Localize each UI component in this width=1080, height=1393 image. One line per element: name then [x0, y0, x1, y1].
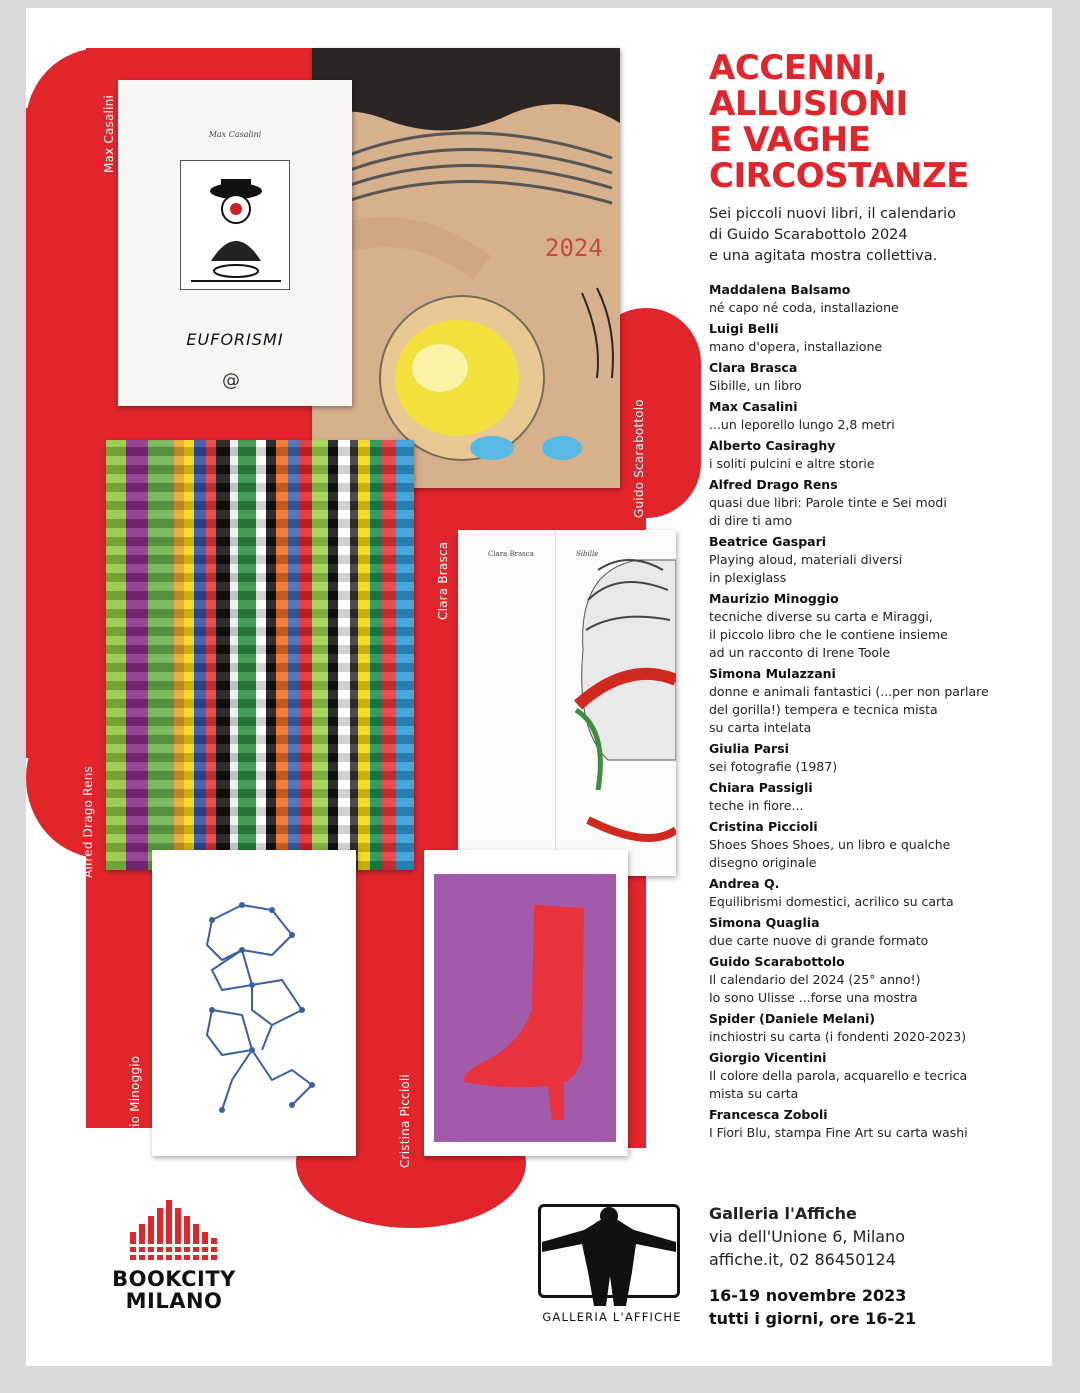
artist-description: né capo né coda, installazione: [709, 300, 899, 315]
piccioli-shoe-artwork: [424, 850, 628, 1156]
artist-name: Francesca Zoboli: [709, 1107, 828, 1122]
poster: [26, 8, 1052, 1366]
artist-name: Cristina Piccioli: [709, 819, 818, 834]
artist-entry: [709, 779, 1029, 815]
gallery-contact: affiche.it, 02 86450124: [709, 1250, 896, 1269]
artist-name: Giulia Parsi: [709, 741, 789, 756]
label-alfred-drago-rens: Alfred Drago Rens: [81, 766, 95, 878]
intro-line: di Guido Scarabottolo 2024: [709, 227, 908, 243]
title-line: CIRCOSTANZE: [709, 156, 969, 196]
artist-entry: [709, 1010, 1029, 1046]
artist-description: due carte nuove di grande formato: [709, 933, 929, 948]
minoggio-drawing: [152, 850, 356, 1156]
label-guido-scarabottolo: Guido Scarabottolo: [632, 399, 646, 518]
artist-entry: [709, 740, 1029, 776]
artist-name: Maddalena Balsamo: [709, 282, 851, 297]
sibille-illustration: [458, 530, 676, 876]
artist-entry: [709, 437, 1029, 473]
artist-entry: [709, 953, 1029, 1007]
label-maurizio-minoggio: Maurizio Minoggio: [128, 1055, 142, 1168]
artist-description: sei fotografie (1987): [709, 759, 838, 774]
artist-entry: [709, 914, 1029, 950]
snail-icon: @: [222, 370, 240, 391]
event-dates: [709, 1284, 916, 1330]
label-clara-brasca: Clara Brasca: [436, 541, 450, 620]
artist-description: disegno originale: [709, 855, 817, 870]
artist-description: mano d'opera, installazione: [709, 339, 883, 354]
artist-description: donne e animali fantastici (...per non parlare: [709, 684, 989, 699]
logo-caption: GALLERIA L'AFFICHE: [542, 1310, 682, 1324]
artist-entry: [709, 533, 1029, 587]
sibille-cover: [458, 530, 676, 876]
intro-line: e una agitata mostra collettiva.: [709, 248, 938, 264]
artist-list: [709, 281, 1029, 1145]
calendar-artwork: [312, 48, 620, 488]
title-line: ALLUSIONI: [709, 84, 908, 124]
artist-description: Il calendario del 2024 (25° anno!): [709, 972, 921, 987]
bookcity-line2: MILANO: [125, 1289, 223, 1313]
artist-name: Giorgio Vicentini: [709, 1050, 827, 1065]
intro-text: [709, 204, 1029, 267]
artist-entry: [709, 398, 1029, 434]
bookcity-logo: [104, 1198, 244, 1312]
artist-entry: [709, 1049, 1029, 1103]
artist-description: I Fiori Blu, stampa Fine Art su carta washi: [709, 1125, 968, 1140]
bookcity-line1: BOOKCITY: [112, 1267, 236, 1291]
artist-name: Andrea Q.: [709, 876, 780, 891]
artist-entry: [709, 875, 1029, 911]
artist-description: teche in fiore...: [709, 798, 804, 813]
gallery-info: [709, 1202, 905, 1271]
euforismi-illustration: [180, 160, 290, 290]
artist-name: Simona Mulazzani: [709, 666, 836, 681]
artist-name: Maurizio Minoggio: [709, 591, 839, 606]
euforismi-author: Max Casalini: [208, 130, 262, 139]
artist-name: Clara Brasca: [709, 360, 798, 375]
artist-description: Shoes Shoes Shoes, un libro e qualche: [709, 837, 951, 852]
artist-description: su carta intelata: [709, 720, 812, 735]
artist-name: Max Casalini: [709, 399, 798, 414]
calendar-year: 2024: [545, 234, 603, 262]
euforismi-cover: [118, 80, 352, 406]
label-max-casalini: Max Casalini: [102, 95, 116, 173]
artist-description: i soliti pulcini e altre storie: [709, 456, 875, 471]
artist-name: Guido Scarabottolo: [709, 954, 845, 969]
artist-description: del gorilla!) tempera e tecnica mista: [709, 702, 938, 717]
artist-entry: [709, 590, 1029, 662]
title-line: ACCENNI,: [709, 48, 887, 88]
artist-description: ...un leporello lungo 2,8 metri: [709, 417, 895, 432]
artist-name: Chiara Passigli: [709, 780, 813, 795]
artist-description: il piccolo libro che le contiene insieme: [709, 627, 948, 642]
artist-description: Io sono Ulisse ...forse una mostra: [709, 990, 918, 1005]
sibille-author: Clara Brasca: [488, 550, 534, 558]
dates-line2: tutti i giorni, ore 16-21: [709, 1309, 917, 1328]
artist-description: quasi due libri: Parole tinte e Sei modi: [709, 495, 947, 510]
artist-description: Il colore della parola, acquarello e tecrica: [709, 1068, 968, 1083]
artist-description: tecniche diverse su carta e Miraggi,: [709, 609, 933, 624]
artist-description: Equilibrismi domestici, acrilico su carta: [709, 894, 954, 909]
artist-entry: [709, 359, 1029, 395]
alfred-drago-rens-artwork: [106, 440, 414, 870]
artist-description: inchiostri su carta (i fondenti 2020-2023): [709, 1029, 967, 1044]
artist-entry: [709, 320, 1029, 356]
artist-name: Alfred Drago Rens: [709, 477, 838, 492]
intro-line: Sei piccoli nuovi libri, il calendario: [709, 206, 957, 222]
artist-name: Luigi Belli: [709, 321, 779, 336]
bookcity-skyline-icon: [124, 1198, 224, 1260]
artist-entry: [709, 818, 1029, 872]
galleria-affiche-logo: [534, 1202, 684, 1332]
artist-description: Sibille, un libro: [709, 378, 802, 393]
gallery-name: Galleria l'Affiche: [709, 1204, 857, 1223]
gallery-address: via dell'Unione 6, Milano: [709, 1227, 906, 1246]
artist-description: mista su carta: [709, 1086, 799, 1101]
artist-description: in plexiglass: [709, 570, 787, 585]
artist-entry: [709, 281, 1029, 317]
artist-entry: [709, 1106, 1029, 1142]
artist-entry: [709, 665, 1029, 737]
artist-name: Beatrice Gaspari: [709, 534, 827, 549]
artist-name: Simona Quaglia: [709, 915, 820, 930]
label-cristina-piccioli: Cristina Piccioli: [398, 1074, 412, 1168]
dates-line1: 16-19 novembre 2023: [709, 1286, 907, 1305]
artist-description: Playing aloud, materiali diversi: [709, 552, 903, 567]
artist-entry: [709, 476, 1029, 530]
figure-icon: [534, 1202, 684, 1306]
title-line: E VAGHE: [709, 120, 871, 160]
sibille-title: Sibille: [576, 550, 599, 558]
poster-title: [709, 50, 969, 194]
artist-description: di dire ti amo: [709, 513, 793, 528]
artist-name: Spider (Daniele Melani): [709, 1011, 876, 1026]
calendar-cover: [312, 48, 620, 488]
artist-description: ad un racconto di Irene Toole: [709, 645, 891, 660]
euforismi-title: EUFORISMI: [186, 330, 284, 349]
artist-name: Alberto Casiraghy: [709, 438, 836, 453]
